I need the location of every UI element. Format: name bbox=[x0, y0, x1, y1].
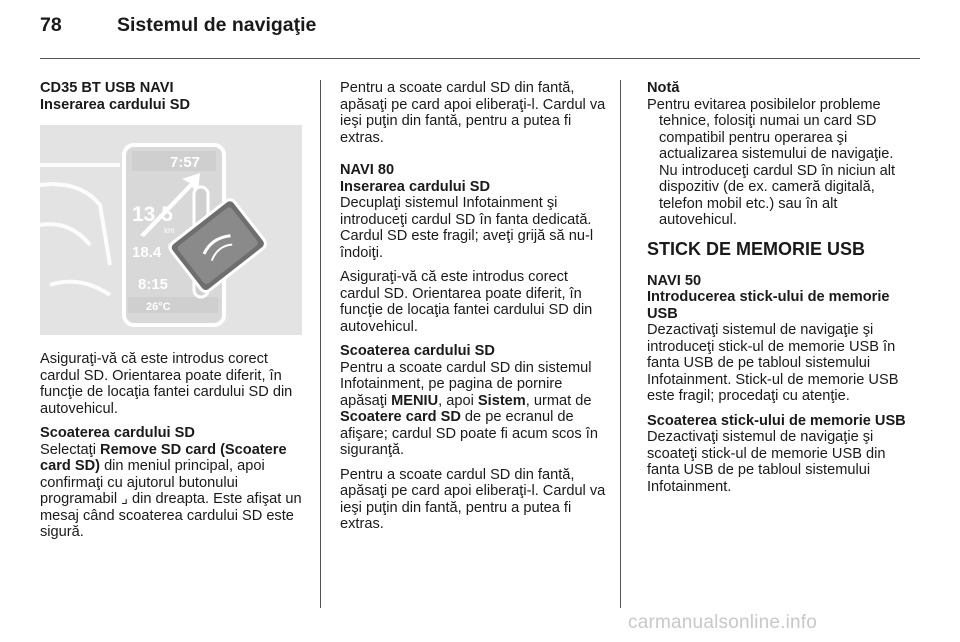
model-heading: CD35 BT USB NAVI bbox=[40, 80, 174, 96]
subheading-insert-usb: Introducerea stick-ului de memorie USB bbox=[647, 289, 890, 322]
paragraph-orientation: Asiguraţi-vă că este introdus corect cardul SD. Orientarea poate diferit, în funcţie de locaţia fantei cardului SD din autovehicul. bbox=[40, 351, 293, 417]
subheading-remove-sd-2: Scoaterea cardului SD bbox=[340, 343, 495, 359]
column-3 bbox=[647, 80, 909, 503]
fig-temp: 26°C bbox=[146, 301, 171, 313]
fig-distance-unit: km bbox=[164, 226, 175, 235]
paragraph-remove-sd: Selectaţi Remove SD card (Scoatere card SD) din meniul principal, apoi confirmaţi cu ajutorul butonului programabil ⌟ din dreapta. Este afişat un mesaj când scoaterea cardului SD este sigură. bbox=[40, 441, 302, 540]
sd-insert-diagram bbox=[40, 125, 302, 335]
watermark: carmanualsonline.info bbox=[628, 612, 818, 633]
page-title: Sistemul de navigaţie bbox=[117, 14, 317, 36]
subheading-insert-sd: Inserarea cardului SD bbox=[40, 96, 191, 113]
subheading-remove-usb: Scoaterea stick-ului de memorie USB bbox=[647, 412, 906, 429]
column-divider-1 bbox=[320, 80, 321, 608]
paragraph-orientation-2: Asiguraţi-vă că este introdus corect cardul SD. Orientarea poate diferit, în funcţie de locaţia fantei cardului SD din autovehicul. bbox=[340, 269, 593, 335]
paragraph-insert-usb: Dezactivaţi sistemul de navigaţie şi introduceţi stick-ul de memorie USB în fanta USB de pe tabloul sistemului Infotainment. Stick-ul de memorie USB este fragil; procedaţi cu atenţie. bbox=[647, 322, 899, 404]
subheading-insert-sd-2: Inserarea cardului SD bbox=[340, 178, 491, 195]
page-header bbox=[40, 14, 920, 54]
paragraph-insert-instructions: Decuplaţi sistemul Infotainment şi introduceţi cardul SD în fanta dedicată. Cardul SD este fragil; aveţi grijă să nu-l îndoiţi. bbox=[340, 195, 594, 261]
fig-distance: 13.5 bbox=[132, 203, 173, 226]
fig-time: 7:57 bbox=[170, 154, 201, 171]
fig-distance2: 18.4 bbox=[132, 244, 162, 261]
sd-card-illustration bbox=[40, 125, 302, 335]
paragraph-remove-usb: Dezactivaţi sistemul de navigaţie şi scoateţi stick-ul de memorie USB din fanta USB de pe tabloul sistemului Infotainment. bbox=[647, 429, 886, 495]
note-title: Notă bbox=[647, 80, 680, 96]
paragraph-eject-sd-2: Pentru a scoate cardul SD din fantă, apăsaţi pe card apoi eliberaţi-l. Cardul va ieşi puţin din fantă, pentru a putea fi extras. bbox=[340, 466, 606, 532]
column-1 bbox=[40, 80, 304, 549]
column-divider-2 bbox=[620, 80, 621, 608]
fig-clock: 8:15 bbox=[138, 276, 169, 293]
paragraph-eject-sd: Pentru a scoate cardul SD din fantă, apăsaţi pe card apoi eliberaţi-l. Cardul va ieşi puţin din fantă, pentru a putea fi extras. bbox=[340, 80, 606, 146]
page-number: 78 bbox=[40, 14, 62, 36]
column-2 bbox=[340, 80, 606, 541]
model-heading-navi50: NAVI 50 bbox=[647, 272, 702, 289]
note-first-line: Pentru evitarea posibilelor probleme bbox=[647, 96, 881, 113]
section-heading-usb: STICK DE MEMORIE USB bbox=[647, 238, 866, 259]
paragraph-remove-menu: Pentru a scoate cardul SD din sistemul Infotainment, pe pagina de pornire apăsaţi MENIU, apoi Sistem, urmat de Scoatere card SD de pe ecranul de afişare; cardul SD poate fi acum scos în siguranţă. bbox=[340, 359, 598, 458]
note-body: tehnice, folosiţi numai un card SD compatibil pentru operarea şi actualizarea sistemului de navigaţie. Nu introduceţi cardul SD în niciun alt dispozitiv (de ex. cameră digitală, telefon mobil etc.) sau în alt autovehicul. bbox=[659, 113, 896, 228]
model-heading-navi80: NAVI 80 bbox=[340, 162, 395, 178]
subheading-remove-sd: Scoaterea cardului SD bbox=[40, 425, 195, 441]
header-rule bbox=[40, 58, 920, 59]
